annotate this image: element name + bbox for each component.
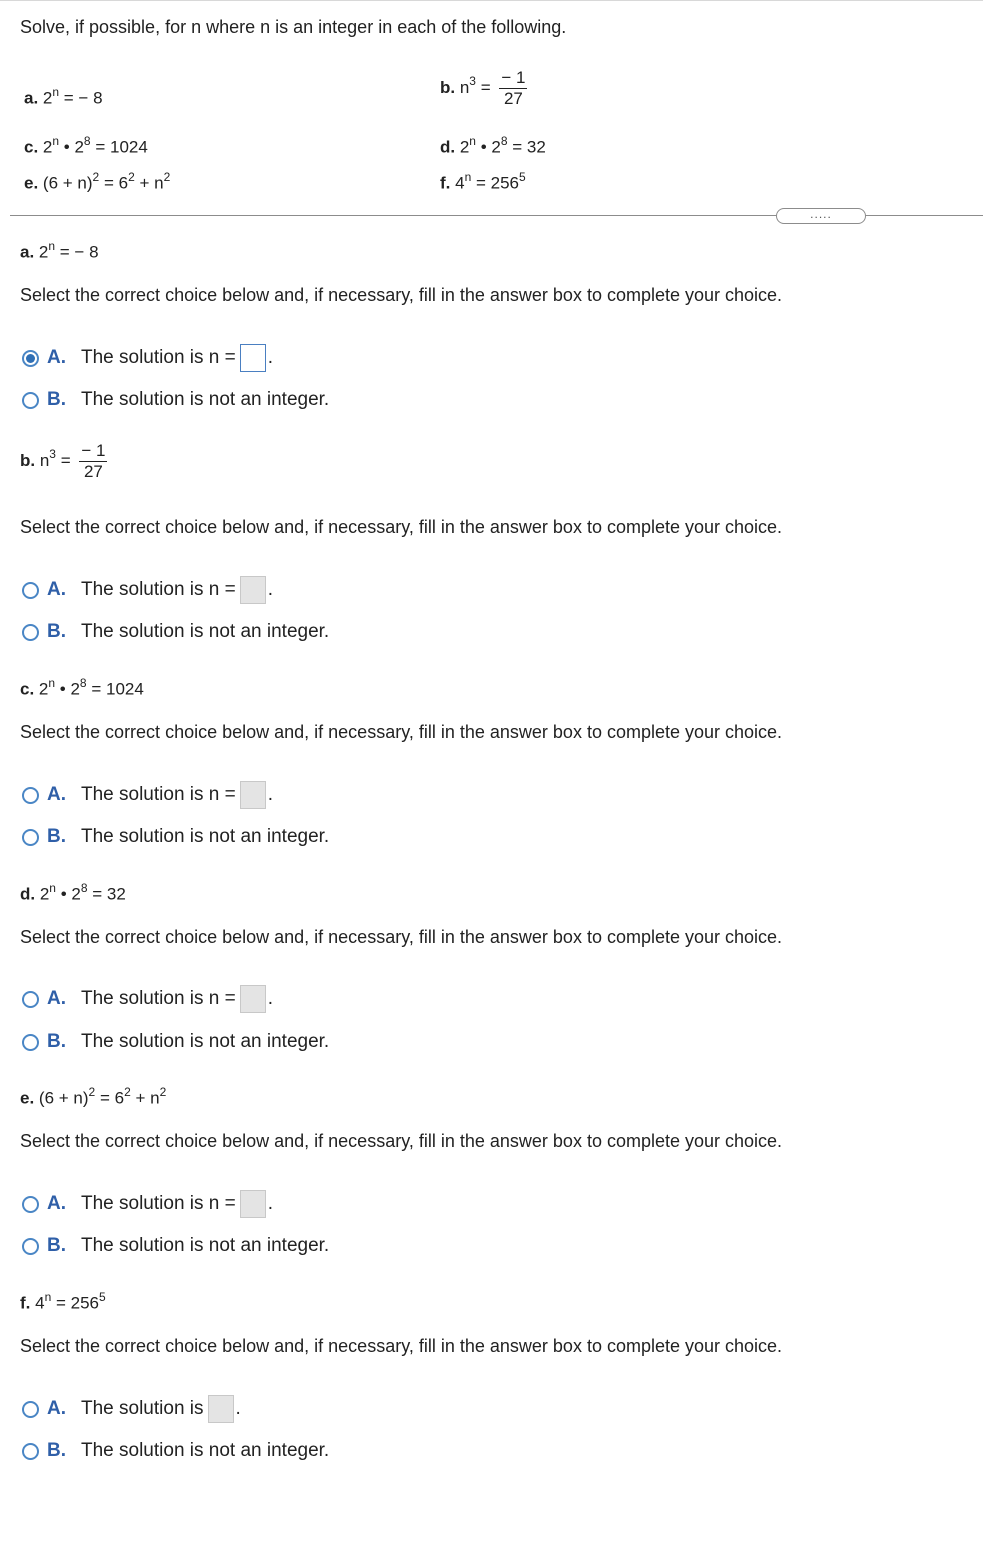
header-equation-f: f. $4^n = 256^5$ bbox=[440, 170, 526, 193]
radio-selected-icon[interactable] bbox=[22, 350, 39, 367]
part-a-choice-a[interactable]: A. The solution is n = . bbox=[22, 343, 273, 373]
part-c-answer-input[interactable] bbox=[240, 781, 266, 809]
fraction: $\frac{- 1}{27}$ bbox=[501, 68, 526, 108]
part-d-choice-b[interactable]: B. The solution is not an integer. bbox=[22, 1027, 329, 1057]
part-e-prompt: Select the correct choice below and, if necessary, fill in the answer box to complete your choice. bbox=[20, 1131, 783, 1151]
part-e-equation: e. $(6 + n)^2 = 6^2 + n^2$ bbox=[20, 1085, 167, 1108]
radio-icon[interactable] bbox=[22, 1034, 39, 1051]
part-d-choice-a[interactable]: A. The solution is n = . bbox=[22, 984, 273, 1014]
part-c-choice-b[interactable]: B. The solution is not an integer. bbox=[22, 822, 329, 852]
part-e-choice-b[interactable]: B. The solution is not an integer. bbox=[22, 1231, 329, 1261]
part-d-answer-input[interactable] bbox=[240, 985, 266, 1013]
part-c-prompt: Select the correct choice below and, if necessary, fill in the answer box to complete your choice. bbox=[20, 722, 783, 742]
part-c-choice-a[interactable]: A. The solution is n = . bbox=[22, 780, 273, 810]
part-d-prompt: Select the correct choice below and, if necessary, fill in the answer box to complete your choice. bbox=[20, 927, 783, 947]
header-equation-e: e. $(6 + n)^2 = 6^2 + n^2$ bbox=[24, 170, 171, 193]
part-b-answer-input[interactable] bbox=[240, 576, 266, 604]
radio-icon[interactable] bbox=[22, 582, 39, 599]
radio-icon[interactable] bbox=[22, 392, 39, 409]
radio-icon[interactable] bbox=[22, 1238, 39, 1255]
part-f-equation: f. $4^n = 256^5$ bbox=[20, 1290, 106, 1313]
more-options-button[interactable]: ..... bbox=[776, 208, 866, 224]
part-a-equation: a. $2^n$ = − 8 bbox=[20, 239, 99, 262]
header-equation-b: b. $n^3$ = $\frac{- 1}{27}$ bbox=[440, 68, 526, 108]
header-equation-c: c. 2$^n$ • $2^8 = 1024$ bbox=[24, 134, 148, 157]
part-f-answer-input[interactable] bbox=[208, 1395, 234, 1423]
part-e-answer-input[interactable] bbox=[240, 1190, 266, 1218]
part-e-choice-a[interactable]: A. The solution is n = . bbox=[22, 1189, 273, 1219]
part-f-prompt: Select the correct choice below and, if necessary, fill in the answer box to complete your choice. bbox=[20, 1336, 783, 1356]
radio-icon[interactable] bbox=[22, 1401, 39, 1418]
radio-icon[interactable] bbox=[22, 624, 39, 641]
radio-icon[interactable] bbox=[22, 991, 39, 1008]
fraction: $\frac{- 1}{27}$ bbox=[81, 441, 106, 481]
part-b-prompt: Select the correct choice below and, if necessary, fill in the answer box to complete your choice. bbox=[20, 517, 783, 537]
part-f-choice-b[interactable]: B. The solution is not an integer. bbox=[22, 1436, 329, 1466]
part-a-prompt: Select the correct choice below and, if necessary, fill in the answer box to complete your choice. bbox=[20, 285, 783, 305]
radio-icon[interactable] bbox=[22, 1443, 39, 1460]
instruction-text: Solve, if possible, for n where n is an integer in each of the following. bbox=[20, 17, 567, 37]
part-f-choice-a[interactable]: A. The solution is . bbox=[22, 1394, 241, 1424]
part-c-equation: c. 2$^n$ • $2^8 = 1024$ bbox=[20, 676, 144, 699]
part-a-choice-b[interactable]: B. The solution is not an integer. bbox=[22, 385, 329, 415]
header-equation-d: d. 2$^n$ • $2^8 = 32$ bbox=[440, 134, 546, 157]
radio-icon[interactable] bbox=[22, 1196, 39, 1213]
part-a-answer-input[interactable] bbox=[240, 344, 266, 372]
top-border bbox=[0, 0, 983, 1]
part-d-equation: d. 2$^n$ • $2^8 = 32$ bbox=[20, 881, 126, 904]
radio-icon[interactable] bbox=[22, 787, 39, 804]
header-equation-a: a. $2^n$ = − 8 bbox=[24, 85, 103, 108]
part-b-equation: b. $n^3$ = $\frac{- 1}{27}$ bbox=[20, 441, 106, 481]
part-b-choice-a[interactable]: A. The solution is n = . bbox=[22, 575, 273, 605]
radio-icon[interactable] bbox=[22, 829, 39, 846]
part-b-choice-b[interactable]: B. The solution is not an integer. bbox=[22, 617, 329, 647]
